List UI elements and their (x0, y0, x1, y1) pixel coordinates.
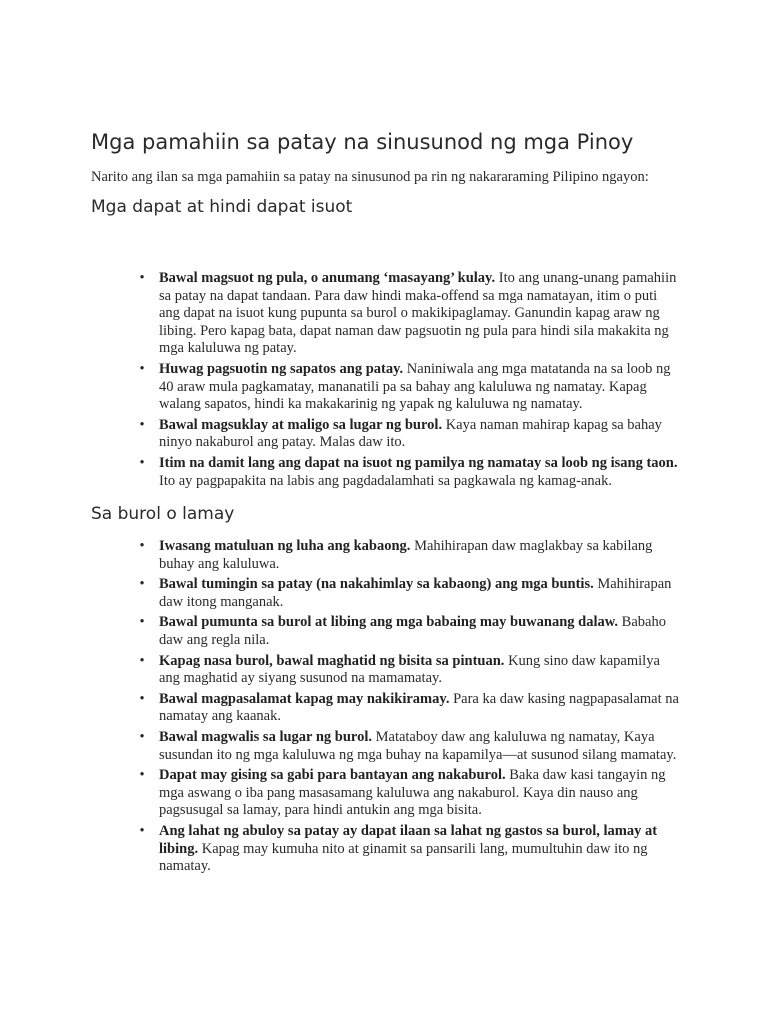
item-text: Mahihirapan daw itong manganak. (159, 576, 672, 610)
list-item (139, 614, 679, 649)
bullet-icon: • (139, 416, 145, 433)
list-item (139, 360, 679, 414)
list-item (139, 416, 679, 452)
section-heading-burol: Sa burol o lamay (91, 504, 235, 524)
item-bold-lead: Ang lahat ng abuloy sa patay ay dapat ilaan sa lahat ng gastos sa burol, lamay at libing. (159, 822, 658, 857)
bullet-icon: • (139, 538, 145, 554)
list-item (139, 822, 679, 876)
list-item (139, 576, 679, 611)
list-item (139, 538, 679, 573)
list-item (139, 690, 679, 726)
bullet-icon: • (139, 270, 145, 286)
section-heading-isuot: Mga dapat at hindi dapat isuot (91, 197, 353, 217)
item-text: Mahihirapan daw maglakbay sa kabilang buhay ang kaluluwa. (159, 538, 653, 572)
item-text: Ito ang unang-unang pamahiin sa patay na dapat tandaan. Para daw hindi maka-offend sa mga namatayan, itim o puti ang dapat na isuot kung pupunta sa burol o makikipaglamay. Ganundin kapag araw ng libing. Pero kapag bata, dapat naman daw pagsuotin ng pula para hindi sila makakita ng mga kaluluwa ng patay. (159, 270, 677, 357)
item-bold-lead: Bawal magsuklay at maligo sa lugar ng burol. (159, 416, 443, 433)
item-text: Babaho daw ang regla nila. (159, 614, 666, 648)
item-bold-lead: Itim na damit lang ang dapat na isuot ng pamilya ng namatay sa loob ng isang taon. (159, 454, 678, 471)
item-bold-lead: Bawal magwalis sa lugar ng burol. (159, 728, 372, 745)
item-bold-lead: Bawal pumunta sa burol at libing ang mga babaing may buwanang dalaw. (159, 614, 619, 631)
bullet-icon: • (139, 360, 145, 377)
item-text: Ito ay pagpapakita na labis ang pagdadalamhati sa pagkawala ng kamag-anak. (159, 472, 612, 489)
bullet-icon: • (139, 767, 145, 784)
item-bold-lead: Dapat may gising sa gabi para bantayan ang nakaburol. (159, 767, 506, 784)
intro-paragraph: Narito ang ilan sa mga pamahiin sa patay na sinusunod pa rin ng nakararaming Pilipino ngayon: (91, 169, 649, 185)
bullet-icon: • (139, 690, 145, 707)
item-bold-lead: Huwag pagsuotin ng sapatos ang patay. (159, 360, 404, 377)
item-bold-lead: Bawal magsuot ng pula, o anumang ‘masayang’ kulay. (159, 270, 496, 286)
item-text: Kung sino daw kapamilya ang maghatid ay siyang susunod na mamamatay. (159, 652, 660, 687)
bullet-icon: • (139, 576, 145, 593)
item-bold-lead: Bawal tumingin sa patay (na nakahimlay sa kabaong) ang mga buntis. (159, 576, 594, 593)
page-title: Mga pamahiin sa patay na sinusunod ng mga Pinoy (91, 130, 634, 154)
item-text: Baka daw kasi tangayin ng mga aswang o iba pang masasamang kaluluwa ang nakaburol. Kaya din nauso ang pagsusugal sa lamay, para hindi antukin ang mga bisita. (159, 767, 666, 819)
item-bold-lead: Kapag nasa burol, bawal maghatid ng bisita sa pintuan. (159, 652, 505, 669)
list-item (139, 767, 679, 820)
bullet-icon: • (139, 822, 145, 839)
item-text: Kaya naman mahirap kapag sa bahay ninyo nakaburol ang patay. Malas daw ito. (159, 416, 662, 451)
bullet-icon: • (139, 454, 145, 471)
bullet-icon: • (139, 652, 145, 669)
bullet-icon: • (139, 614, 145, 631)
item-text: Para ka daw kasing nagpapasalamat na namatay ang kaanak. (159, 690, 679, 725)
list-item (139, 728, 679, 764)
list-item (139, 270, 679, 358)
bullet-list-isuot (139, 270, 679, 493)
list-item (139, 454, 679, 490)
list-item (139, 652, 679, 688)
item-text: Matataboy daw ang kaluluwa ng namatay, Kaya susundan ito ng mga kaluluwa ng mga buhay na kapamilya—at susunod silang mamatay. (159, 728, 677, 763)
bullet-icon: • (139, 728, 145, 745)
item-text: Naniniwala ang mga matatanda na sa loob ng 40 araw mula pagkamatay, mananatili pa sa bahay ang kaluluwa ng namatay. Kapag walang sapatos, hindi ka makakarinig ng yapak ng kaluluwa ng namatay. (159, 360, 671, 413)
item-bold-lead: Iwasang matuluan ng luha ang kabaong. (159, 538, 411, 554)
bullet-list-burol (139, 538, 679, 879)
item-bold-lead: Bawal magpasalamat kapag may nakikiramay. (159, 690, 450, 707)
item-text: Kapag may kumuha nito at ginamit sa pansarili lang, mumultuhin daw ito ng namatay. (159, 840, 648, 875)
